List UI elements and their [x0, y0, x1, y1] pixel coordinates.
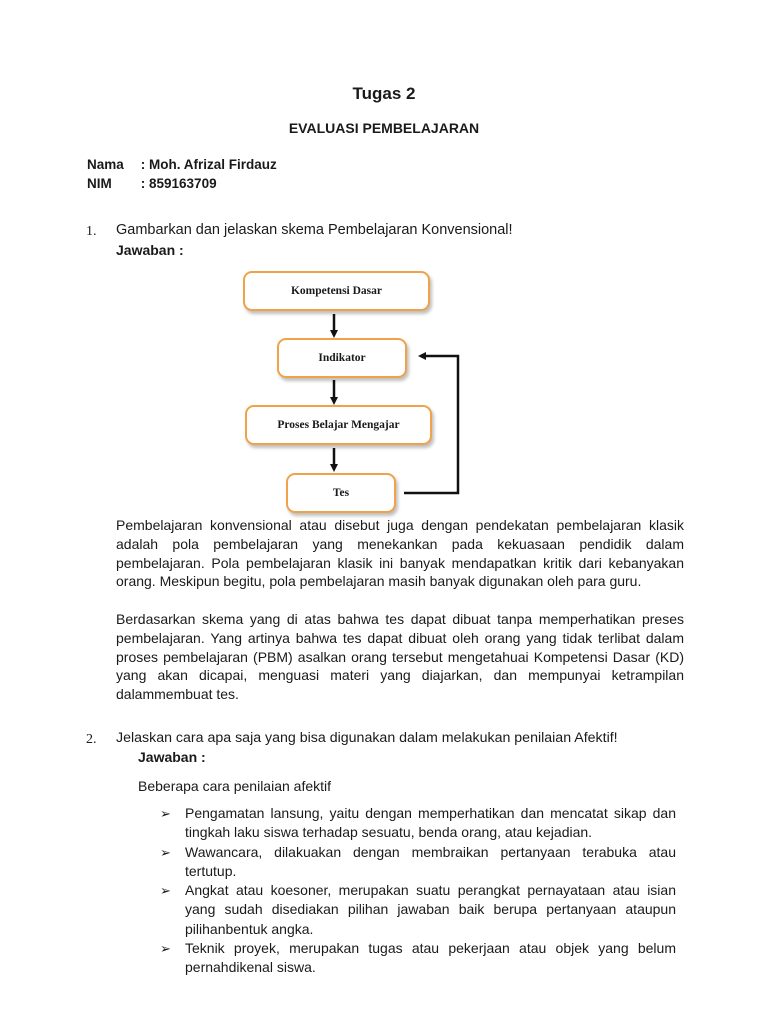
arrow-bullet-icon: ➢ [160, 806, 171, 821]
name-label: Nama [87, 157, 124, 172]
flow-step-kompetensi-dasar: Kompetensi Dasar [243, 271, 430, 311]
list-item-text: Wawancara, dilakuakan dengan membraikan pertanyaan terabuka atau tertutup. [185, 843, 676, 879]
list-item-text: Teknik proyek, merupakan tugas atau pekerjaan atau objek yang belum pernahdikenal siswa. [185, 940, 676, 976]
question-2-answer-label: Jawaban : [138, 749, 206, 765]
list-item [160, 881, 676, 939]
afektif-methods-list [160, 804, 676, 978]
page-title: Tugas 2 [352, 84, 416, 103]
question-1-text: Gambarkan dan jelaskan skema Pembelajaran Konvensional! [116, 222, 513, 238]
nim-label: NIM [87, 176, 112, 191]
answer-2-intro: Beberapa cara penilaian afektif [138, 778, 332, 794]
question-2-number: 2. [86, 732, 97, 747]
arrow-bullet-icon: ➢ [160, 941, 171, 957]
arrow-bullet-icon: ➢ [160, 883, 171, 899]
flow-step-tes: Tes [286, 473, 396, 513]
question-1-number: 1. [86, 224, 97, 239]
list-item-text: Angkat atau koesoner, merupakan suatu perangkat pernayataan atau isian yang sudah disediakan pilihan jawaban baik berupa pertanyaan ataupun pilihanbentuk angka. [185, 882, 676, 937]
answer-1-paragraph-1: Pembelajaran konvensional atau disebut juga dengan pendekatan pembelajaran klasik adalah pola pembelajaran yang menekankan pada kekuasaan pendidik dalam pembelajaran. Pola pembelajaran klasik ini banyak mendapatkan kritik dari kebanyakan orang. Meskipun begitu, pola pembelajaran masih banyak digunakan oleh para guru. [116, 517, 684, 590]
list-item-text: Pengamatan lansung, yaitu dengan memperhatikan dan mencatat sikap dan tingkah laku siswa terhadap sesuatu, benda orang, atau kejadian. [185, 805, 676, 841]
flow-step-proses-belajar-mengajar: Proses Belajar Mengajar [245, 405, 432, 445]
list-item [160, 804, 676, 843]
question-1-answer-label: Jawaban : [116, 242, 184, 258]
name-value: : Moh. Afrizal Firdauz [140, 157, 277, 172]
list-item [160, 843, 676, 882]
answer-1-paragraph-2: Berdasarkan skema yang di atas bahwa tes dapat dibuat tanpa memperhatikan preses pembelajaran. Yang artinya bahwa tes dapat dibuat oleh orang yang tidak terlibat dalam proses pembelajaran (PBM) asalkan orang tersebut mengetahuai Kompetensi Dasar (KD) yang akan dicapai, menguasi materi yang diajarkan, dan mempunyai ketrampilan dalammembuat tes. [116, 611, 684, 703]
question-2-text: Jelaskan cara apa saja yang bisa digunakan dalam melakukan penilaian Afektif! [116, 730, 618, 746]
list-item [160, 939, 676, 978]
nim-value: : 859163709 [140, 176, 217, 191]
flow-step-indikator: Indikator [277, 338, 407, 378]
page-subtitle: EVALUASI PEMBELAJARAN [288, 120, 480, 136]
arrow-bullet-icon: ➢ [160, 844, 171, 860]
